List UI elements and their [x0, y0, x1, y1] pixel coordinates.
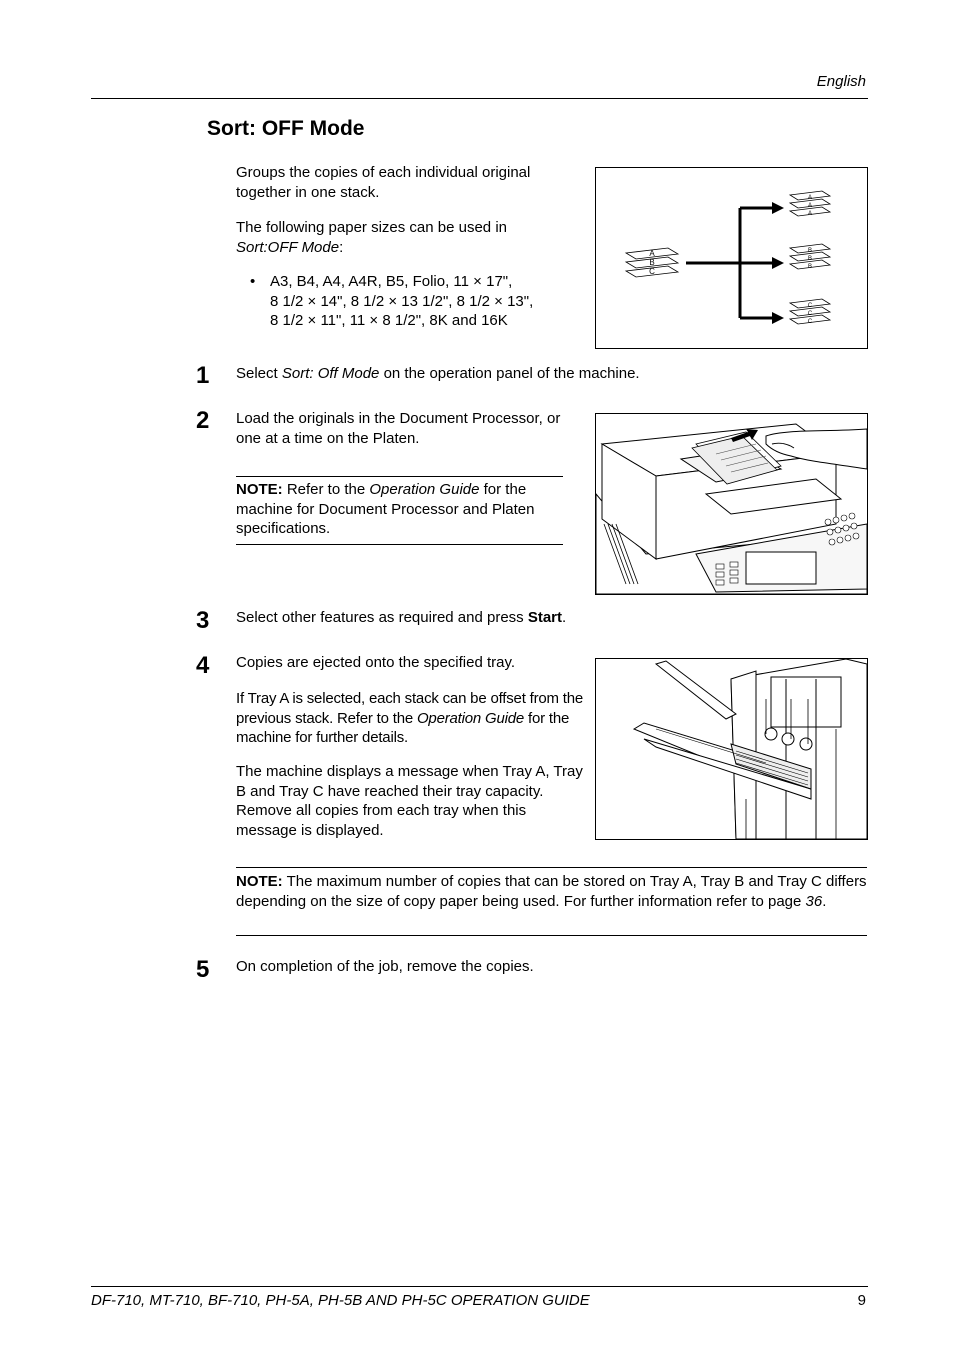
step-1-mode: Sort: Off Mode — [281, 365, 380, 382]
input-label-a: A — [649, 249, 655, 258]
step-2-number: 2 — [196, 407, 210, 434]
step-4-text: Copies are ejected onto the specified tray. — [236, 654, 516, 671]
header-rule — [91, 98, 868, 99]
note-2-end: . — [822, 892, 827, 910]
note-2-text: The maximum number of copies that can be stored on Tray A, Tray B and Tray C differs depending on the size of copy paper being used. For further information refer to page — [236, 873, 867, 910]
footer-rule — [91, 1286, 868, 1287]
step-3-number: 3 — [196, 607, 210, 634]
intro-p2-mode: Sort:OFF Mode — [236, 238, 340, 256]
step-1-post: on the operation panel of the machine. — [379, 365, 640, 382]
note-1-label: NOTE: — [236, 481, 283, 498]
paper-sizes-list — [270, 272, 570, 331]
out-b-1: B — [807, 248, 813, 254]
out-a-3: A — [807, 211, 813, 217]
intro-paragraph-1: Groups the copies of each individual original together in one stack. — [236, 164, 531, 201]
note-1-post: for the machine for Document Processor and Platen specifications. — [236, 481, 535, 537]
intro-p2-colon: : — [339, 238, 344, 256]
document-processor-illustration — [595, 413, 868, 595]
note-1 — [236, 480, 563, 539]
note-1-top-rule — [236, 476, 563, 477]
finisher-trays-illustration — [595, 658, 868, 840]
header-language: English — [816, 73, 866, 90]
step-4-p1-post: for the machine for further details. — [236, 709, 570, 746]
step-1-text — [236, 364, 856, 384]
section-title: Sort: OFF Mode — [207, 117, 365, 140]
out-b-3: B — [807, 264, 813, 270]
intro-p2-text: The following paper sizes can be used in — [236, 219, 507, 236]
note-2-page: 36 — [805, 892, 823, 910]
out-b-2: B — [807, 256, 813, 262]
note-2-bottom-rule — [236, 935, 867, 936]
out-a-2: A — [807, 203, 813, 209]
step-3-text — [236, 608, 856, 628]
step-3-start: Start — [527, 609, 563, 626]
paper-sizes-line-3: 8 1/2 × 11", 11 × 8 1/2", 8K and 16K — [270, 312, 508, 329]
note-2-label: NOTE: — [236, 873, 283, 890]
step-2-text: Load the originals in the Document Processor, or one at a time on the Platen. — [236, 410, 561, 447]
out-c-2: C — [807, 311, 813, 317]
note-2-top-rule — [236, 867, 867, 868]
step-1-number: 1 — [196, 362, 210, 389]
step-4-capacity-paragraph: The machine displays a message when Tray A, Tray B and Tray C have reached their tray capacity. Remove all copies from each tray when this message is displayed. — [236, 763, 583, 839]
paper-sizes-line-2: 8 1/2 × 14", 8 1/2 × 13 1/2", 8 1/2 × 13", — [270, 292, 534, 310]
note-1-pre: Refer to the — [282, 481, 370, 498]
out-a-1: A — [807, 195, 813, 201]
footer-guide-title: DF-710, MT-710, BF-710, PH-5A, PH-5B AND PH-5C OPERATION GUIDE — [91, 1292, 590, 1309]
step-3-post: . — [562, 609, 567, 626]
step-4-p1-pre: If Tray A is selected, each stack can be offset from the previous stack. Refer to the — [236, 690, 584, 727]
note-1-guide: Operation Guide — [369, 481, 480, 498]
paper-sizes-line-1: A3, B4, A4, A4R, B5, Folio, 11 × 17", — [270, 273, 513, 290]
step-5-text: On completion of the job, remove the copies. — [236, 958, 534, 975]
note-2 — [236, 872, 867, 911]
step-4-number: 4 — [196, 652, 210, 679]
out-c-1: C — [807, 303, 813, 309]
intro-paragraph-2 — [236, 218, 566, 257]
bullet-mark: • — [250, 273, 256, 290]
input-label-b: B — [649, 258, 655, 267]
step-1-pre: Select — [236, 365, 282, 382]
footer-page-number: 9 — [857, 1292, 866, 1309]
note-1-bottom-rule — [236, 544, 563, 545]
input-label-c: C — [649, 267, 655, 276]
step-3-pre: Select other features as required and press — [236, 609, 528, 626]
step-4-offset-paragraph — [236, 689, 586, 748]
out-c-3: C — [807, 319, 813, 325]
sort-off-diagram — [595, 167, 868, 349]
step-5-number: 5 — [196, 956, 210, 983]
step-4-p1-guide: Operation Guide — [416, 709, 525, 727]
